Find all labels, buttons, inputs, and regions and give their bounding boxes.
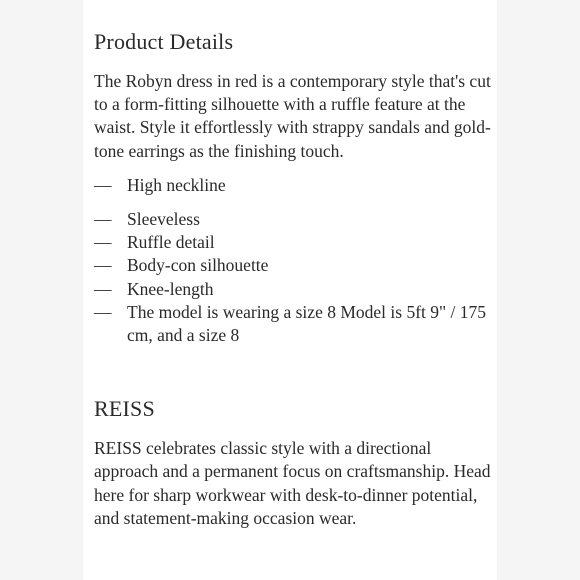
product-description: The Robyn dress in red is a contemporary style that's cut to a form-fitting silhouette with a ruffle feature at the waist. Style it effortlessly with strappy sandals and gold-tone earrings as the finishing touch. xyxy=(94,71,491,161)
detail-item-ruffle xyxy=(94,231,494,254)
detail-item-length xyxy=(94,278,494,301)
product-info-content xyxy=(94,28,494,530)
bullet-dash: — xyxy=(94,174,112,195)
bullet-dash: — xyxy=(94,255,112,276)
detail-item-label: Knee-length xyxy=(127,278,214,299)
detail-item-silhouette xyxy=(94,254,494,277)
right-margin xyxy=(497,0,580,580)
bullet-dash: — xyxy=(94,232,112,253)
product-details-list xyxy=(94,174,494,347)
product-info-panel xyxy=(83,0,497,580)
detail-item-label: Sleeveless xyxy=(127,209,200,230)
detail-item-sleeveless xyxy=(94,208,494,231)
left-margin xyxy=(0,0,83,580)
bullet-dash: — xyxy=(94,209,112,230)
bullet-dash: — xyxy=(94,278,112,299)
detail-item-high-neckline xyxy=(94,174,494,197)
detail-item-label: The model is wearing a size 8 Model is 5ft 9" / 175 cm, and a size 8 xyxy=(127,301,487,346)
detail-item-label: Body-con silhouette xyxy=(127,255,269,276)
product-details-heading: Product Details xyxy=(94,29,234,54)
detail-item-label: Ruffle detail xyxy=(127,232,215,253)
brand-description: REISS celebrates classic style with a directional approach and a permanent focus on craftsmanship. Head here for sharp workwear with desk-to-dinner potential, and statement-making occasion wear. xyxy=(94,438,491,528)
brand-heading: REISS xyxy=(94,396,155,422)
detail-item-label: High neckline xyxy=(127,174,226,195)
bullet-dash: — xyxy=(94,301,112,322)
detail-item-model-size xyxy=(94,301,494,347)
